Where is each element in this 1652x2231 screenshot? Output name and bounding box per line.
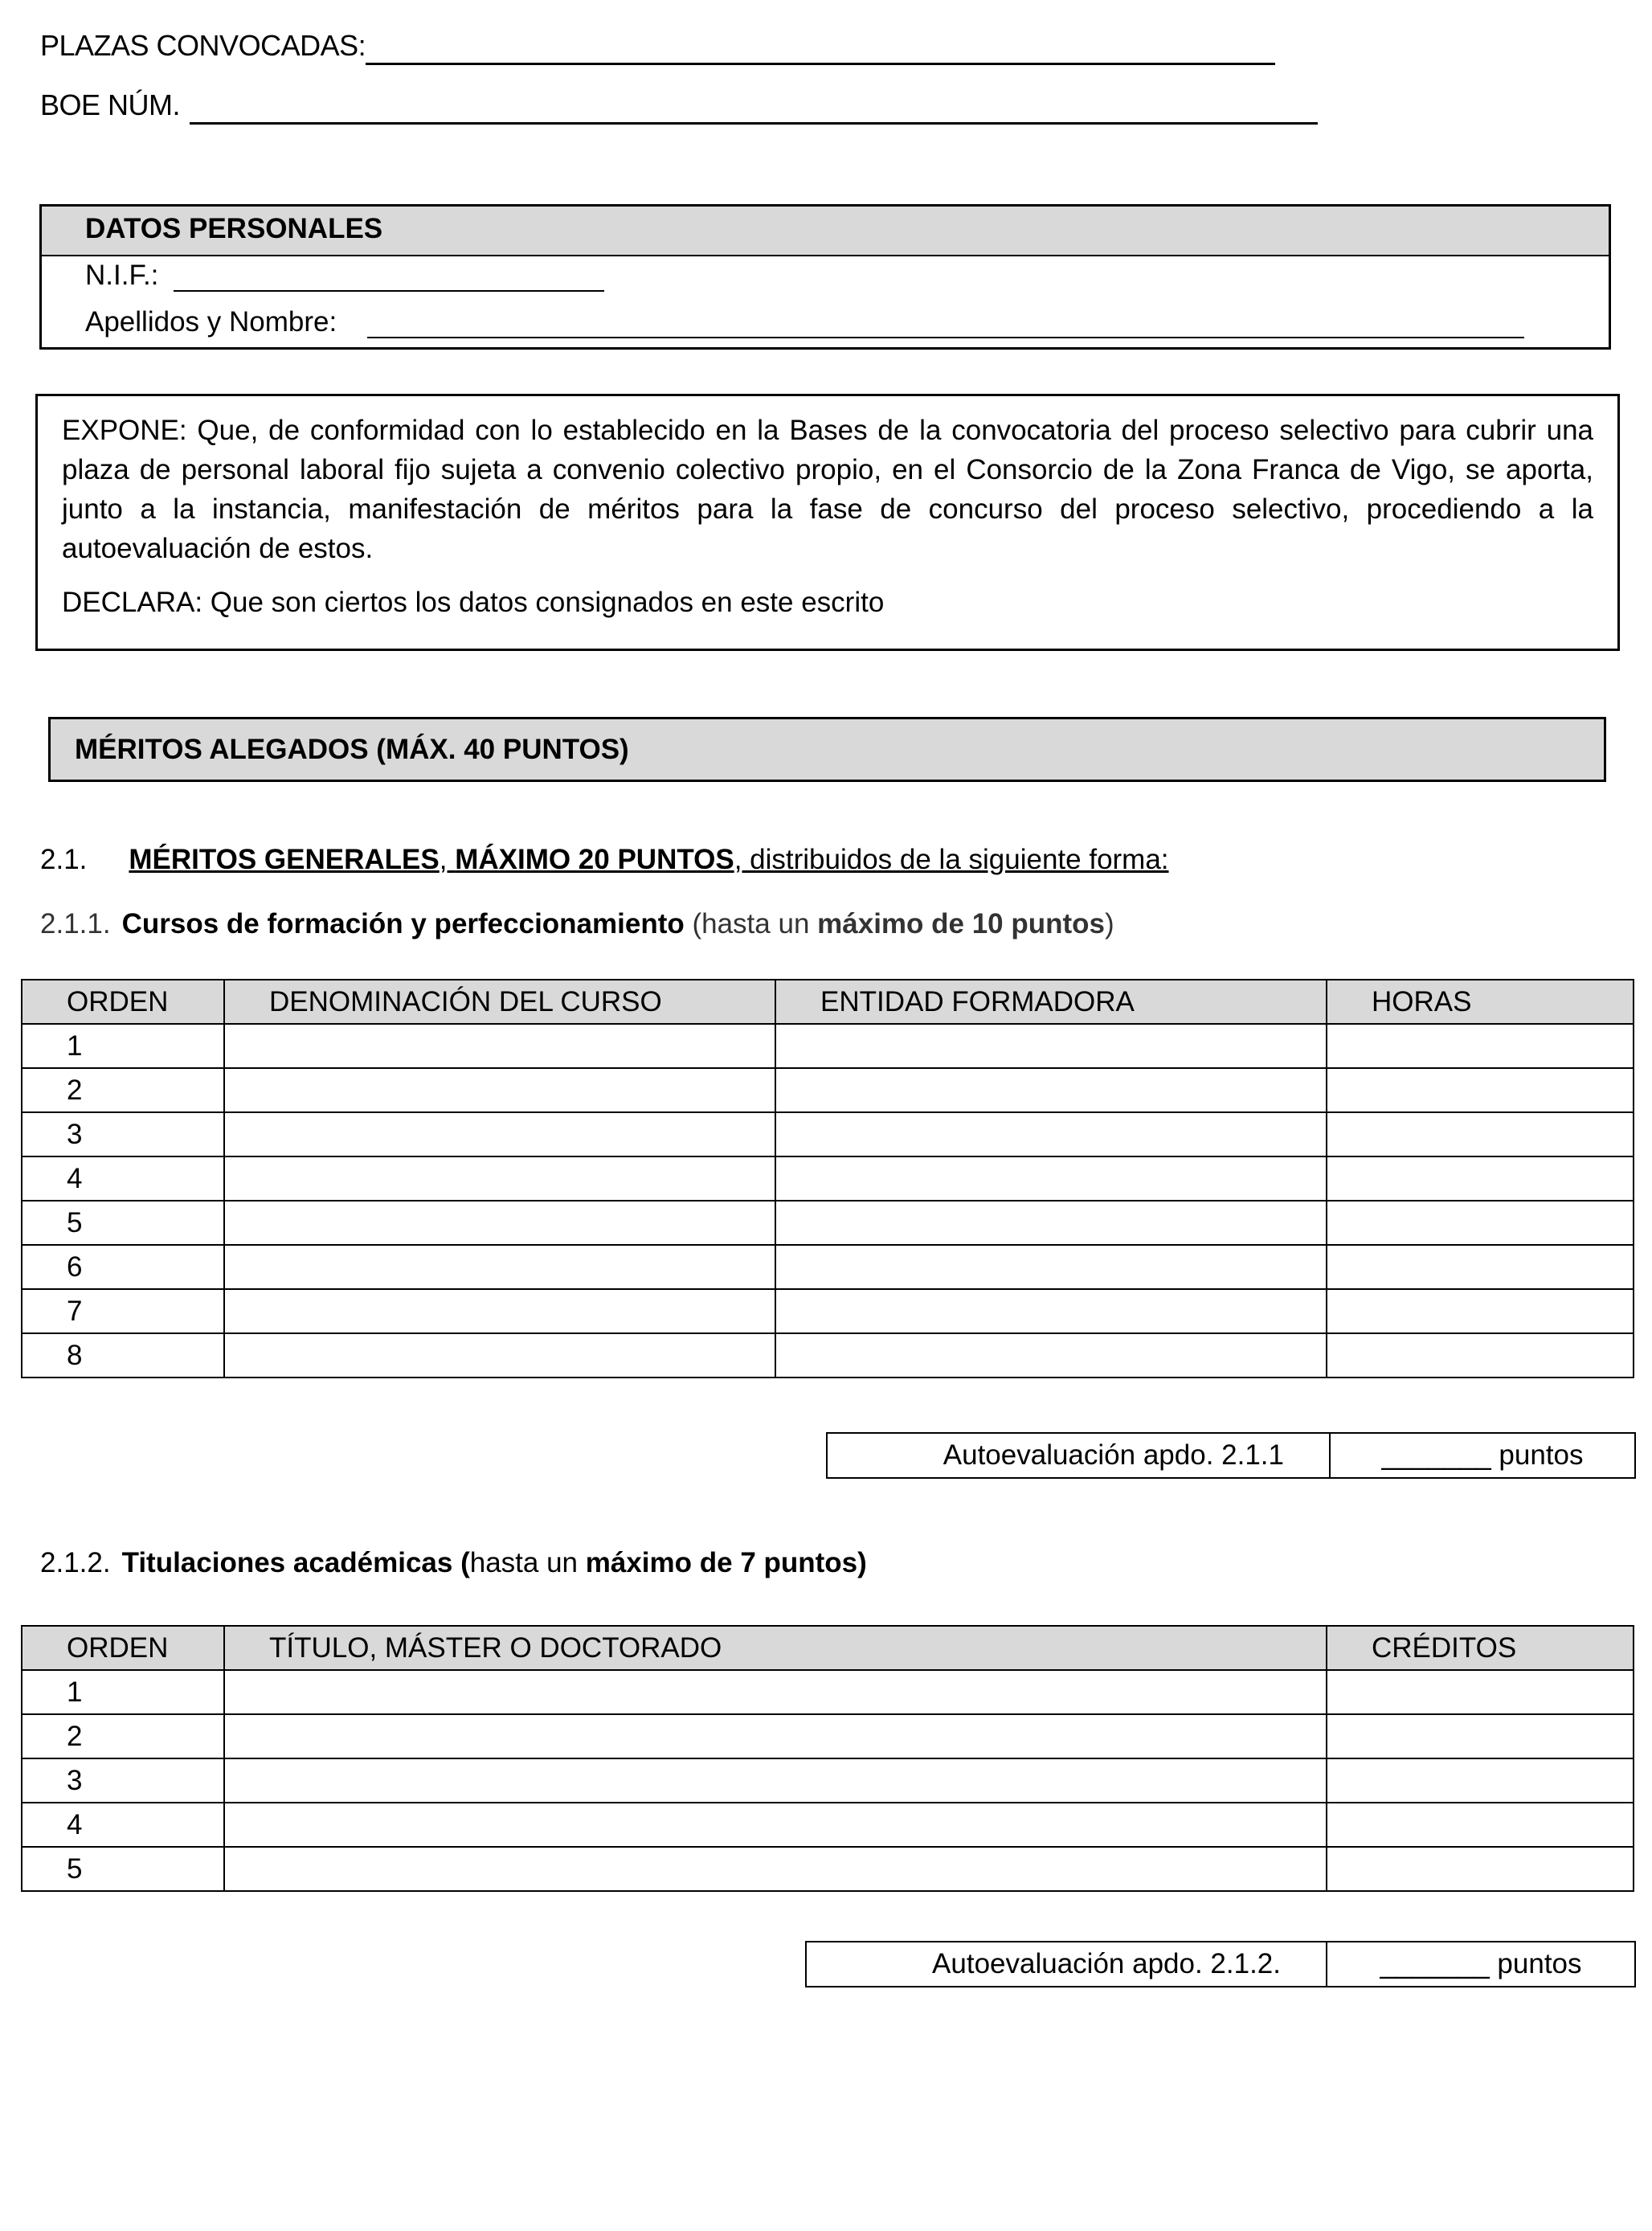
nif-label: N.I.F.: <box>85 260 159 291</box>
meritos-alegados-title: MÉRITOS ALEGADOS (MÁX. 40 PUNTOS) <box>75 734 629 765</box>
table-row <box>22 1758 1634 1803</box>
expone-line-1: EXPONE: Que, de conformidad con lo establecido en la Bases de la convocatoria del proceso selectivo para cubrir una <box>62 415 1593 446</box>
datos-personales-box <box>39 204 1611 350</box>
sec-2-1-2-bold2: máximo de 7 puntos) <box>585 1547 867 1578</box>
cell-denominacion[interactable] <box>224 1112 775 1156</box>
cell-titulo[interactable] <box>224 1803 1327 1847</box>
table-row <box>22 1847 1634 1891</box>
col-orden: ORDEN <box>22 1626 224 1670</box>
col-orden: ORDEN <box>22 980 224 1024</box>
sec-2-1-1-heading <box>40 908 1114 940</box>
row-orden: 1 <box>22 1670 224 1714</box>
row-orden: 1 <box>22 1024 224 1068</box>
cell-titulo[interactable] <box>224 1714 1327 1758</box>
col-entidad: ENTIDAD FORMADORA <box>775 980 1327 1024</box>
plazas-convocadas-field[interactable] <box>366 63 1275 65</box>
expone-text <box>62 411 1593 568</box>
table-row <box>22 1289 1634 1333</box>
row-orden: 4 <box>22 1156 224 1201</box>
cell-denominacion[interactable] <box>224 1201 775 1245</box>
table-row <box>22 1201 1634 1245</box>
sec-2-1-rest: , distribuidos de la siguiente forma: <box>734 844 1169 875</box>
autoevaluacion-2-1-1-label: Autoevaluación apdo. 2.1.1 <box>827 1433 1330 1478</box>
datos-personales-title: DATOS PERSONALES <box>85 213 383 244</box>
sec-2-1-2-heading <box>40 1547 867 1579</box>
cell-titulo[interactable] <box>224 1847 1327 1891</box>
sec-2-1-bold2: MÁXIMO 20 PUNTOS <box>455 844 734 875</box>
titulaciones-table-header <box>22 1626 1634 1670</box>
sec-2-1-bold1: MÉRITOS GENERALES <box>129 844 440 875</box>
cell-denominacion[interactable] <box>224 1024 775 1068</box>
row-orden: 5 <box>22 1847 224 1891</box>
cell-entidad[interactable] <box>775 1201 1327 1245</box>
row-orden: 3 <box>22 1112 224 1156</box>
sec-2-1-1-bold2: máximo de 10 puntos <box>817 908 1106 939</box>
row-orden: 5 <box>22 1201 224 1245</box>
cell-horas[interactable] <box>1327 1112 1634 1156</box>
cell-horas[interactable] <box>1327 1156 1634 1201</box>
apellidos-nombre-field[interactable] <box>367 337 1524 338</box>
cell-creditos[interactable] <box>1327 1803 1634 1847</box>
table-row <box>22 1333 1634 1377</box>
row-orden: 6 <box>22 1245 224 1289</box>
sec-2-1-sep: , <box>439 844 456 875</box>
expone-box <box>35 394 1620 651</box>
boe-num-label: BOE NÚM. <box>40 88 181 121</box>
autoevaluacion-2-1-2 <box>805 1941 1636 1987</box>
meritos-alegados-box <box>48 717 1606 782</box>
cell-horas[interactable] <box>1327 1068 1634 1112</box>
expone-line-4: autoevaluación de estos. <box>62 533 374 564</box>
plazas-convocadas-label: PLAZAS CONVOCADAS: <box>40 29 366 62</box>
col-denominacion: DENOMINACIÓN DEL CURSO <box>224 980 775 1024</box>
row-orden: 3 <box>22 1758 224 1803</box>
table-row <box>22 1803 1634 1847</box>
cell-titulo[interactable] <box>224 1670 1327 1714</box>
cell-creditos[interactable] <box>1327 1847 1634 1891</box>
cell-denominacion[interactable] <box>224 1068 775 1112</box>
cell-titulo[interactable] <box>224 1758 1327 1803</box>
datos-personales-header <box>42 207 1609 256</box>
row-orden: 7 <box>22 1289 224 1333</box>
sec-2-1-number: 2.1. <box>40 844 88 875</box>
table-row <box>22 1112 1634 1156</box>
row-orden: 8 <box>22 1333 224 1377</box>
boe-num-field[interactable] <box>190 122 1318 125</box>
col-creditos: CRÉDITOS <box>1327 1626 1634 1670</box>
col-titulo: TÍTULO, MÁSTER O DOCTORADO <box>224 1626 1327 1670</box>
cell-creditos[interactable] <box>1327 1670 1634 1714</box>
sec-2-1-heading <box>40 844 1169 876</box>
sec-2-1-1-number: 2.1.1. <box>40 908 111 939</box>
row-orden: 2 <box>22 1714 224 1758</box>
cell-entidad[interactable] <box>775 1112 1327 1156</box>
sec-2-1-2-bold: Titulaciones académicas ( <box>121 1547 470 1578</box>
cell-entidad[interactable] <box>775 1289 1327 1333</box>
sec-2-1-2-plain: hasta un <box>469 1547 586 1578</box>
table-row <box>22 1156 1634 1201</box>
autoevaluacion-2-1-1-value[interactable]: _______ puntos <box>1330 1433 1635 1478</box>
table-row <box>22 1670 1634 1714</box>
sec-2-1-1-paren-open: (hasta un <box>684 908 818 939</box>
sec-2-1-2-number: 2.1.2. <box>40 1547 111 1578</box>
cell-horas[interactable] <box>1327 1333 1634 1377</box>
cell-creditos[interactable] <box>1327 1714 1634 1758</box>
cell-horas[interactable] <box>1327 1289 1634 1333</box>
cursos-table <box>21 979 1634 1378</box>
cell-denominacion[interactable] <box>224 1289 775 1333</box>
declara-text: DECLARA: Que son ciertos los datos consignados en este escrito <box>62 587 885 618</box>
autoevaluacion-2-1-2-value[interactable]: _______ puntos <box>1327 1942 1635 1987</box>
autoevaluacion-2-1-1 <box>826 1432 1636 1479</box>
cell-denominacion[interactable] <box>224 1156 775 1201</box>
titulaciones-table <box>21 1625 1634 1892</box>
row-orden: 2 <box>22 1068 224 1112</box>
cell-horas[interactable] <box>1327 1024 1634 1068</box>
cell-horas[interactable] <box>1327 1201 1634 1245</box>
cell-entidad[interactable] <box>775 1156 1327 1201</box>
expone-line-2: plaza de personal laboral fijo sujeta a convenio colectivo propio, en el Consorcio de la Zona Franca de Vigo, se aporta, <box>62 454 1593 485</box>
cell-creditos[interactable] <box>1327 1758 1634 1803</box>
cell-entidad[interactable] <box>775 1245 1327 1289</box>
table-row <box>22 1024 1634 1068</box>
cell-horas[interactable] <box>1327 1245 1634 1289</box>
sec-2-1-1-paren-close: ) <box>1105 908 1114 939</box>
row-orden: 4 <box>22 1803 224 1847</box>
nif-field[interactable] <box>174 290 604 292</box>
table-row <box>22 1245 1634 1289</box>
col-horas: HORAS <box>1327 980 1634 1024</box>
expone-line-3: junto a la instancia, manifestación de méritos para la fase de concurso del proceso selectivo, procediendo a la <box>62 493 1593 525</box>
table-row <box>22 1714 1634 1758</box>
cell-entidad[interactable] <box>775 1068 1327 1112</box>
autoevaluacion-2-1-2-label: Autoevaluación apdo. 2.1.2. <box>806 1942 1327 1987</box>
cell-denominacion[interactable] <box>224 1245 775 1289</box>
apellidos-nombre-label: Apellidos y Nombre: <box>85 306 337 338</box>
sec-2-1-1-bold: Cursos de formación y perfeccionamiento <box>121 908 685 939</box>
cell-entidad[interactable] <box>775 1024 1327 1068</box>
cursos-table-header <box>22 980 1634 1024</box>
cell-entidad[interactable] <box>775 1333 1327 1377</box>
cell-denominacion[interactable] <box>224 1333 775 1377</box>
table-row <box>22 1068 1634 1112</box>
